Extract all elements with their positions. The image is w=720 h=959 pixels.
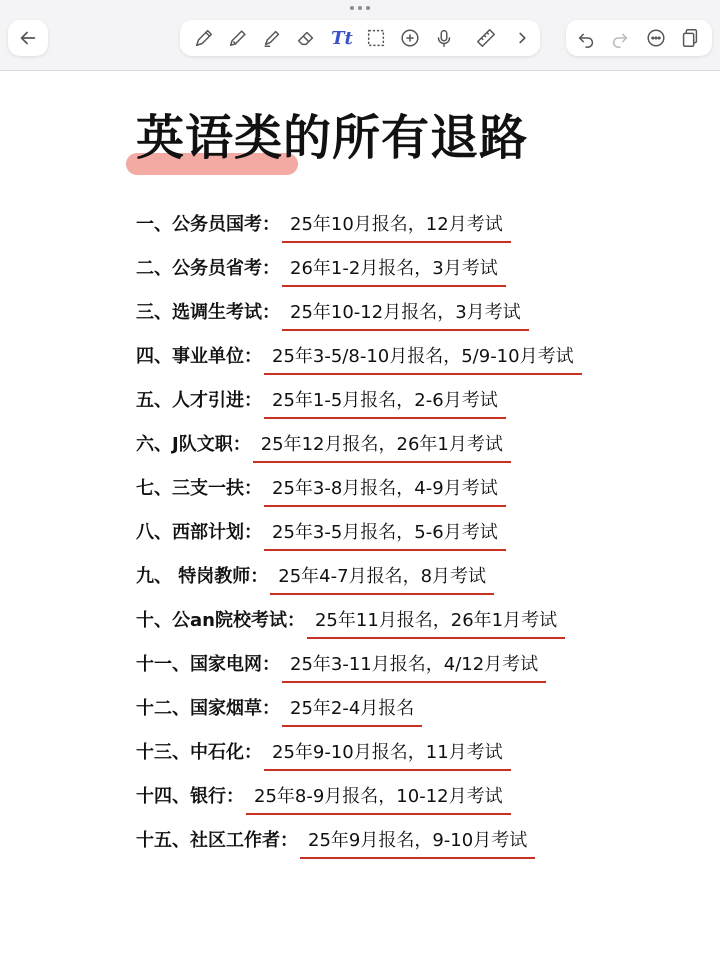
item-colon: ：	[262, 698, 280, 719]
note-title-block	[136, 103, 596, 183]
list-item	[136, 782, 696, 826]
item-label: 十五、社区工作者	[136, 830, 280, 851]
item-label: 五、人才引进	[136, 390, 244, 411]
item-label: 七、三支一扶	[136, 478, 244, 499]
pages-icon[interactable]	[674, 20, 706, 56]
more-icon[interactable]	[640, 20, 672, 56]
item-schedule: 25年10-12月报名，3月考试	[282, 298, 529, 331]
item-colon: ：	[280, 830, 298, 851]
list-item	[136, 738, 696, 782]
item-label: 三、选调生考试	[136, 302, 262, 323]
item-schedule: 25年3-8月报名，4-9月考试	[264, 474, 506, 507]
item-schedule: 25年2-4月报名	[282, 694, 422, 727]
item-label: 十四、银行	[136, 786, 226, 807]
item-schedule: 25年3-5月报名，5-6月考试	[264, 518, 506, 551]
item-label: 十三、中石化	[136, 742, 244, 763]
item-colon: ：	[244, 478, 262, 499]
redo-icon[interactable]	[604, 20, 636, 56]
item-schedule: 26年1-2月报名，3月考试	[282, 254, 506, 287]
item-colon: ：	[286, 610, 305, 631]
list-item	[136, 254, 696, 298]
text-tool-icon[interactable]	[326, 20, 358, 56]
item-schedule: 25年3-11月报名，4/12月考试	[282, 650, 546, 683]
item-colon: ：	[250, 566, 269, 587]
highlighter-icon[interactable]	[256, 20, 288, 56]
list-item	[136, 210, 696, 254]
item-schedule: 25年1-5月报名，2-6月考试	[264, 386, 506, 419]
item-label: 二、公务员省考	[136, 258, 262, 279]
document-actions	[566, 20, 712, 56]
item-label: 九、 特岗教师	[136, 566, 251, 587]
toolbar	[0, 0, 720, 71]
item-schedule: 25年4-7月报名，8月考试	[270, 562, 494, 595]
add-circle-icon[interactable]	[394, 20, 426, 56]
list-item	[136, 430, 696, 474]
list-item	[136, 474, 696, 518]
list-item	[136, 342, 696, 386]
chevron-right-icon[interactable]	[506, 20, 538, 56]
item-schedule: 25年11月报名，26年1月考试	[307, 606, 565, 639]
pencil-icon[interactable]	[222, 20, 254, 56]
item-colon: ：	[244, 346, 262, 367]
page-title: 英语类的所有退路	[136, 110, 529, 166]
item-label: 十一、国家电网	[136, 654, 262, 675]
item-schedule: 25年9-10月报名，11月考试	[264, 738, 511, 771]
arrow-left-icon[interactable]	[12, 20, 44, 56]
exam-schedule-list	[136, 210, 696, 870]
eraser-icon[interactable]	[290, 20, 322, 56]
item-schedule: 25年9月报名，9-10月考试	[300, 826, 535, 859]
item-label: 八、西部计划	[136, 522, 244, 543]
back-button-group	[8, 20, 48, 56]
item-schedule: 25年12月报名，26年1月考试	[253, 430, 511, 463]
item-schedule: 25年10月报名，12月考试	[282, 210, 511, 243]
microphone-icon[interactable]	[428, 20, 460, 56]
undo-icon[interactable]	[570, 20, 602, 56]
item-label: 一、公务员国考	[136, 214, 262, 235]
pen-icon[interactable]	[188, 20, 220, 56]
list-item	[136, 518, 696, 562]
item-colon: ：	[262, 214, 280, 235]
drag-handle-icon[interactable]	[350, 6, 370, 12]
ruler-icon[interactable]	[470, 20, 502, 56]
list-item	[136, 606, 696, 650]
list-item	[136, 694, 696, 738]
text-tool-glyph: Tt	[331, 27, 353, 49]
drawing-tools	[180, 20, 540, 56]
item-label: 十、公an院校考试	[136, 610, 287, 631]
item-label: 十二、国家烟草	[136, 698, 262, 719]
item-schedule: 25年8-9月报名，10-12月考试	[246, 782, 511, 815]
item-colon: ：	[262, 654, 280, 675]
item-colon: ：	[244, 742, 262, 763]
item-label: 四、事业单位	[136, 346, 244, 367]
item-colon: ：	[244, 522, 262, 543]
list-item	[136, 298, 696, 342]
list-item	[136, 386, 696, 430]
item-colon: ：	[262, 258, 280, 279]
item-colon: ：	[232, 434, 251, 455]
item-colon: ：	[244, 390, 262, 411]
list-item	[136, 826, 696, 870]
item-colon: ：	[262, 302, 280, 323]
list-item	[136, 562, 696, 606]
item-colon: ：	[226, 786, 244, 807]
list-item	[136, 650, 696, 694]
item-schedule: 25年3-5/8-10月报名，5/9-10月考试	[264, 342, 582, 375]
lasso-select-icon[interactable]	[360, 20, 392, 56]
item-label: 六、J队文职	[136, 434, 233, 455]
